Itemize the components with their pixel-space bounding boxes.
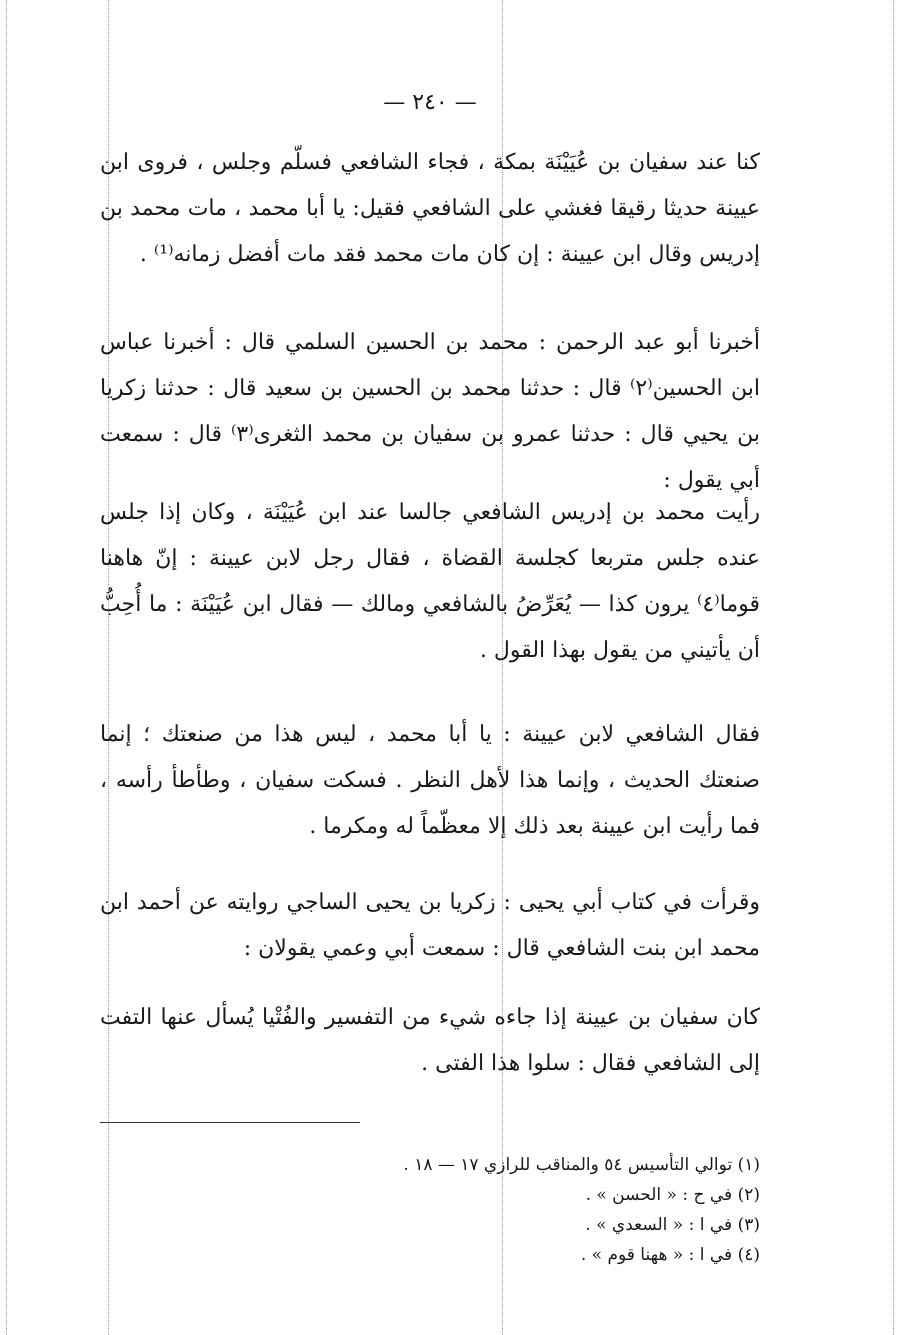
paragraph-5: [100, 880, 760, 972]
paragraph-text: رأيت محمد بن إدريس الشافعي جالسا عند ابن عُيَيْنَة ، وكان إذا جلس عنده جلس متربعا كجلسة القضاة ، فقال رجل لابن عيينة : إنّ هاهنا قوما⁽٤⁾ يرون كذا — يُعَرِّضُ بالشافعي ومالك — فقال ابن عُيَيْنَة : ما أُحِبُّ أن يأتيني من يقول بهذا القول .: [100, 500, 760, 663]
footnote-4: (٤) في ا : « ههنا قوم » .: [580, 1245, 760, 1265]
scan-dotted-line-left: [6, 0, 7, 1335]
paragraph-text: كنا عند سفيان بن عُيَيْنَة بمكة ، فجاء الشافعي فسلّم وجلس ، فروى ابن عيينة حديثا رقيقا فغشي على الشافعي فقيل: يا أبا محمد ، مات محمد بن إدريس وقال ابن عيينة : إن كان مات محمد فقد مات أفضل زمانه⁽¹⁾ .: [100, 150, 760, 267]
footnotes: [100, 1150, 760, 1270]
paragraph-2: [100, 320, 760, 504]
paragraph-1: [100, 140, 760, 278]
footnote-1: (١) توالي التأسيس ٥٤ والمناقب للرازي ١٧ — ١٨ .: [403, 1155, 760, 1175]
paragraph-text: كان سفيان بن عيينة إذا جاءه شيء من التفسير والفُتْيا يُسأل عنها التفت إلى الشافعي فقال : سلوا هذا الفتى .: [100, 1005, 760, 1076]
footnote-3: (٣) في ا : « السعدي » .: [585, 1215, 760, 1235]
paragraph-6: [100, 995, 760, 1087]
footnote-divider: [100, 1122, 360, 1123]
book-page: [100, 0, 760, 1335]
footnote-2: (٢) في ح : « الحسن » .: [585, 1185, 760, 1205]
scan-dotted-line-right: [893, 0, 894, 1335]
paragraph-3: [100, 490, 760, 674]
paragraph-text: وقرأت في كتاب أبي يحيى : زكريا بن يحيى الساجي روايته عن أحمد ابن محمد ابن بنت الشافعي قال : سمعت أبي وعمي يقولان :: [100, 890, 760, 961]
paragraph-text: أخبرنا أبو عبد الرحمن : محمد بن الحسين السلمي قال : أخبرنا عباس ابن الحسين⁽٢⁾ قال : حدثنا محمد بن الحسين بن سعيد قال : حدثنا زكريا بن يحيي قال : حدثنا عمرو بن سفيان بن محمد الثغرى⁽٣⁾ قال : سمعت أبي يقول :: [100, 330, 760, 493]
paragraph-text: فقال الشافعي لابن عيينة : يا أبا محمد ، ليس هذا من صنعتك ؛ إنما صنعتك الحديث ، وإنما هذا لأهل النظر . فسكت سفيان ، وطأطأ رأسه ، فما رأيت ابن عيينة بعد ذلك إلا معظّماً له ومكرما .: [100, 722, 760, 839]
page-number: — ٢٤٠ —: [383, 90, 477, 115]
paragraph-4: [100, 712, 760, 850]
